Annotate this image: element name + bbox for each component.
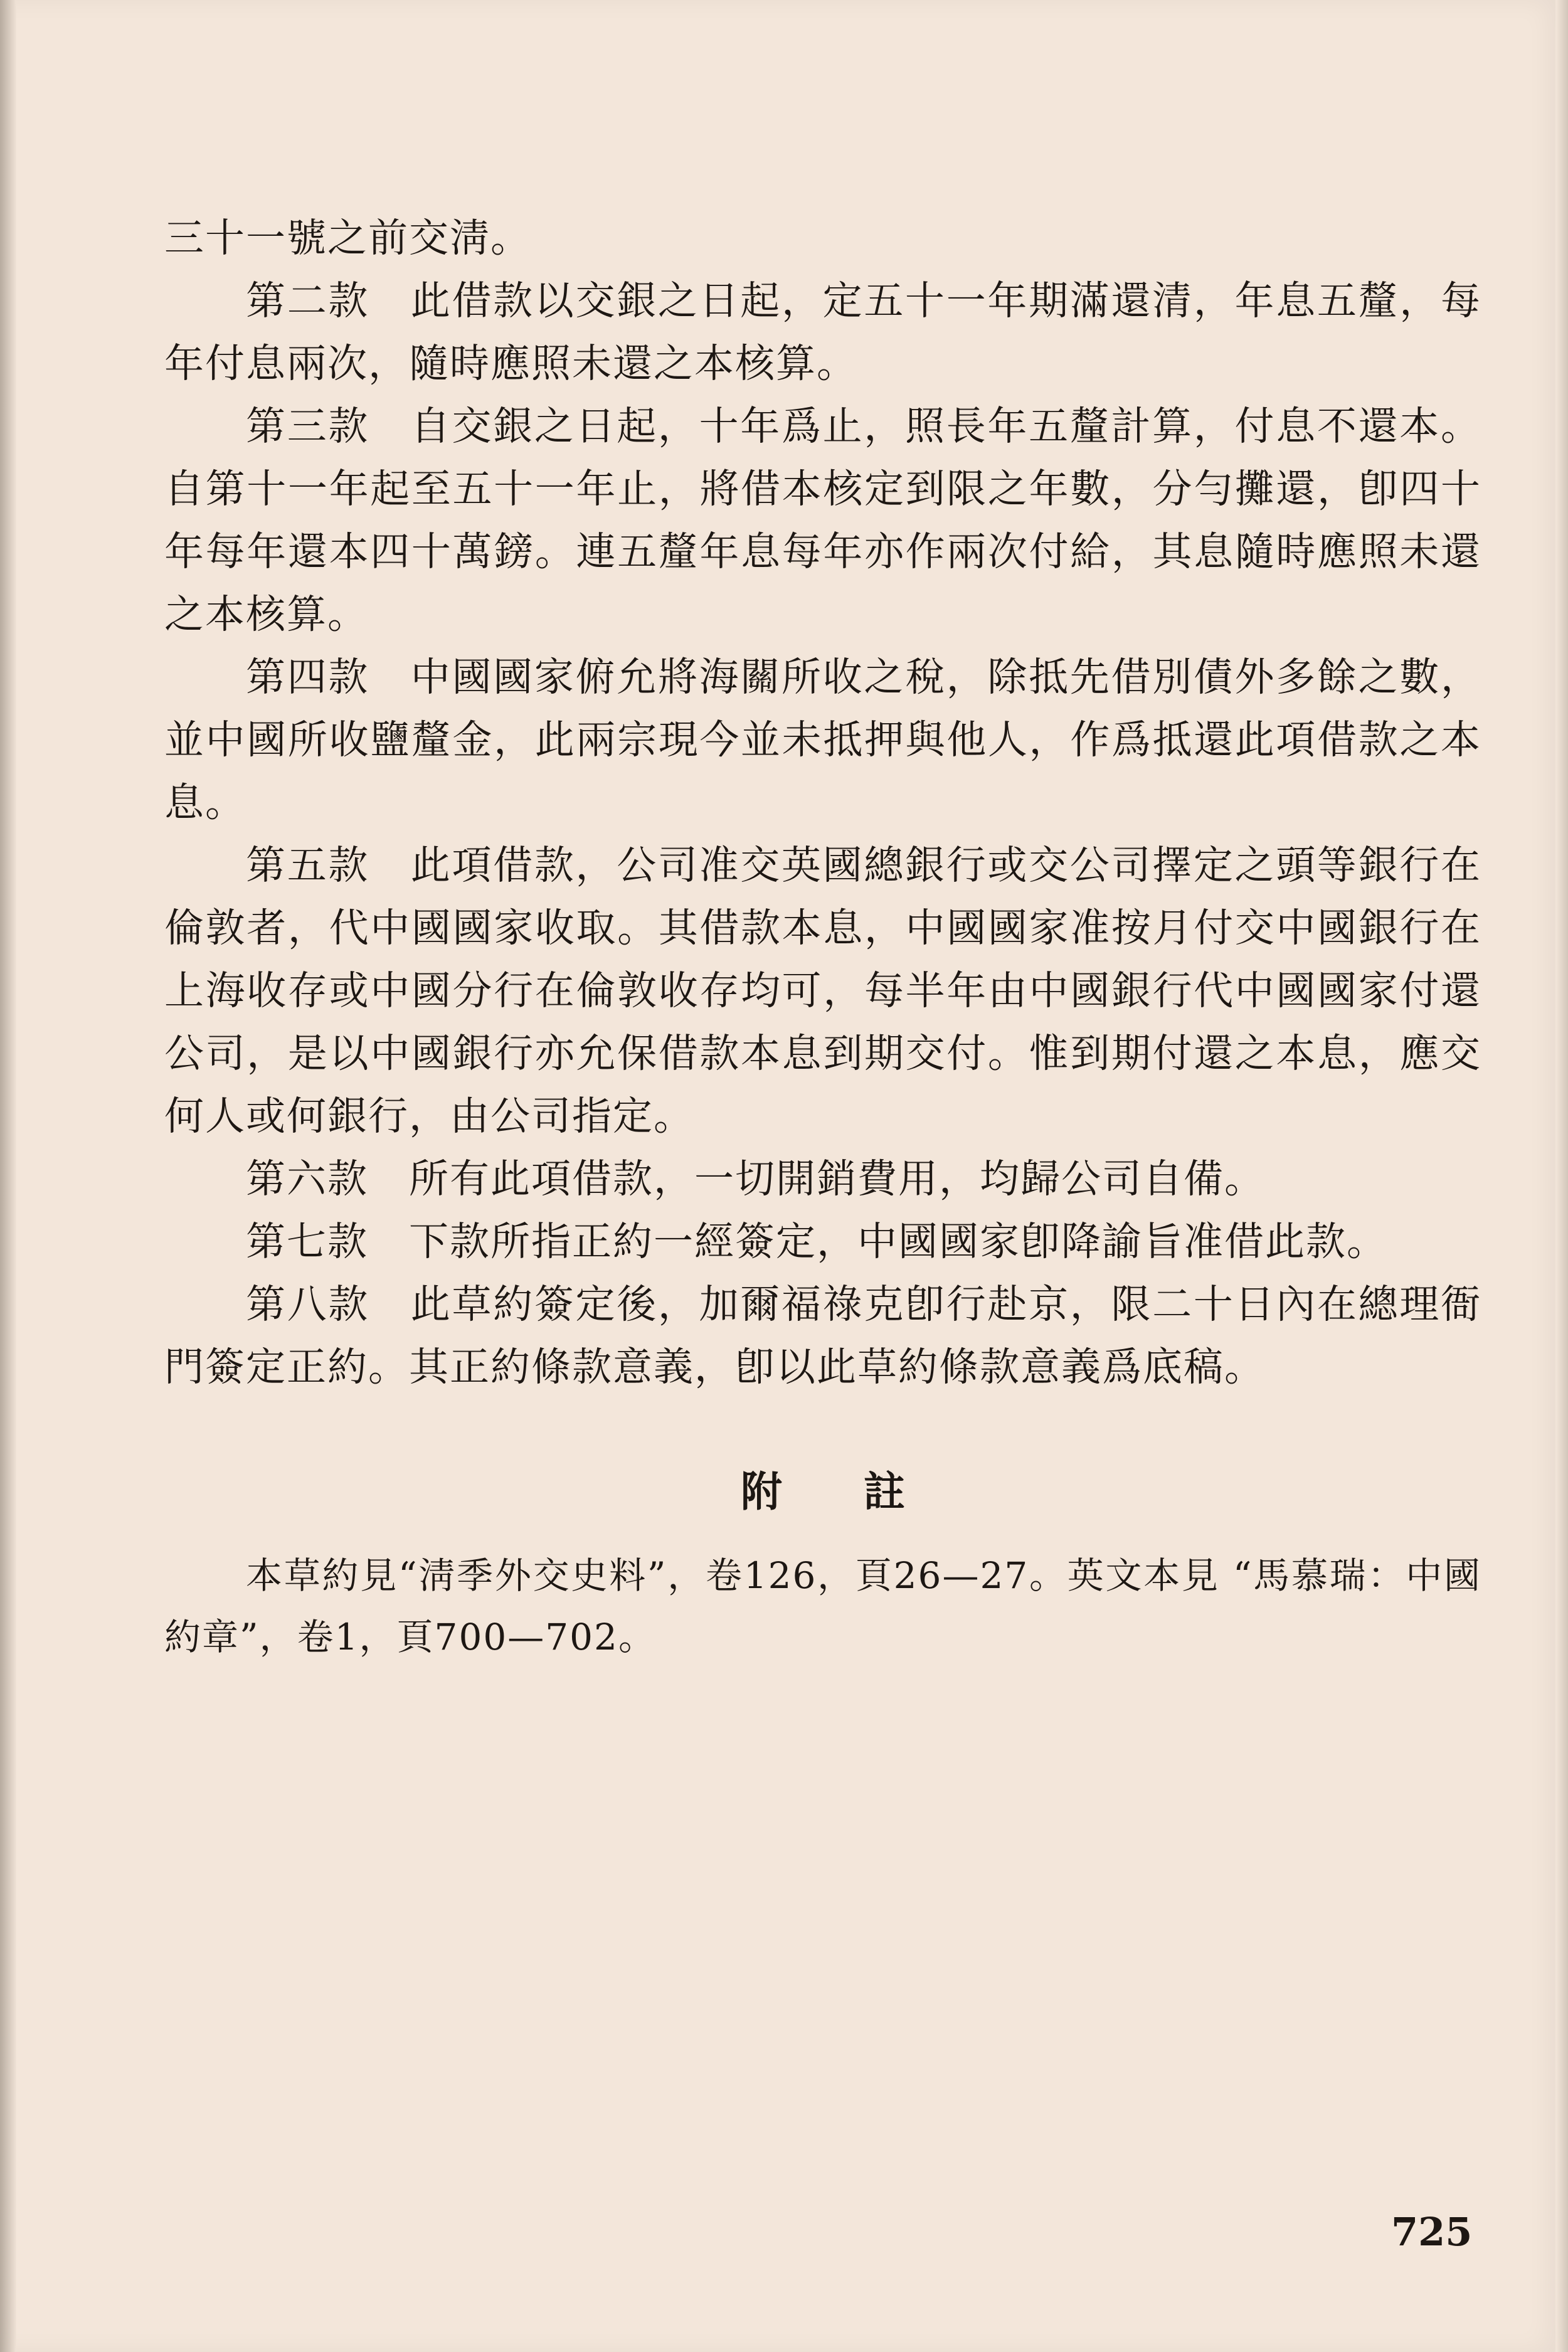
clause-4: 第四款 中國國家俯允將海關所收之稅，除抵先借別債外多餘之數，並中國所收鹽釐金，此兩宗現今並未抵押與他人，作爲抵還此項借款之本息。: [164, 654, 1481, 825]
note-heading: 附註: [741, 1467, 987, 1516]
note-text: 本草約見“淸季外交史料”，卷126，頁26—27。英文本見 “馬慕瑞：中國約章”，卷1，頁700—702。: [164, 1554, 1481, 1658]
page-edge: [1555, 0, 1568, 2352]
clause-2: 第二款 此借款以交銀之日起，定五十一年期滿還清，年息五釐，每年付息兩次，隨時應照未還之本核算。: [164, 278, 1481, 386]
clause-6: 第六款 所有此項借款，一切開銷費用，均歸公司自備。: [246, 1156, 1265, 1202]
main-text: [164, 207, 1481, 1668]
clause-8: 第八款 此草約簽定後，加爾福祿克卽行赴京，限二十日內在總理衙門簽定正約。其正約條款意義，卽以此草約條款意義爲底稿。: [164, 1281, 1481, 1390]
clause-7: 第七款 下款所指正約一經簽定，中國國家卽降諭旨准借此款。: [246, 1219, 1387, 1264]
page-number: 725: [1391, 2209, 1473, 2255]
clause-3: 第三款 自交銀之日起，十年爲止，照長年五釐計算，付息不還本。自第十一年起至五十一年止，將借本核定到限之年數，分勻攤還，卽四十年每年還本四十萬鎊。連五釐年息每年亦作兩次付給，其息隨時應照未還之本核算。: [164, 403, 1481, 637]
spine-shadow: [0, 0, 16, 2352]
clause-5: 第五款 此項借款，公司准交英國總銀行或交公司擇定之頭等銀行在倫敦者，代中國國家收取。其借款本息，中國國家准按月付交中國銀行在上海收存或中國分行在倫敦收存均可，每半年由中國銀行代中國國家付還公司，是以中國銀行亦允保借款本息到期交付。惟到期付還之本息，應交何人或何銀行，由公司指定。: [164, 842, 1481, 1139]
paragraph-continuation: 三十一號之前交淸。: [164, 215, 531, 261]
